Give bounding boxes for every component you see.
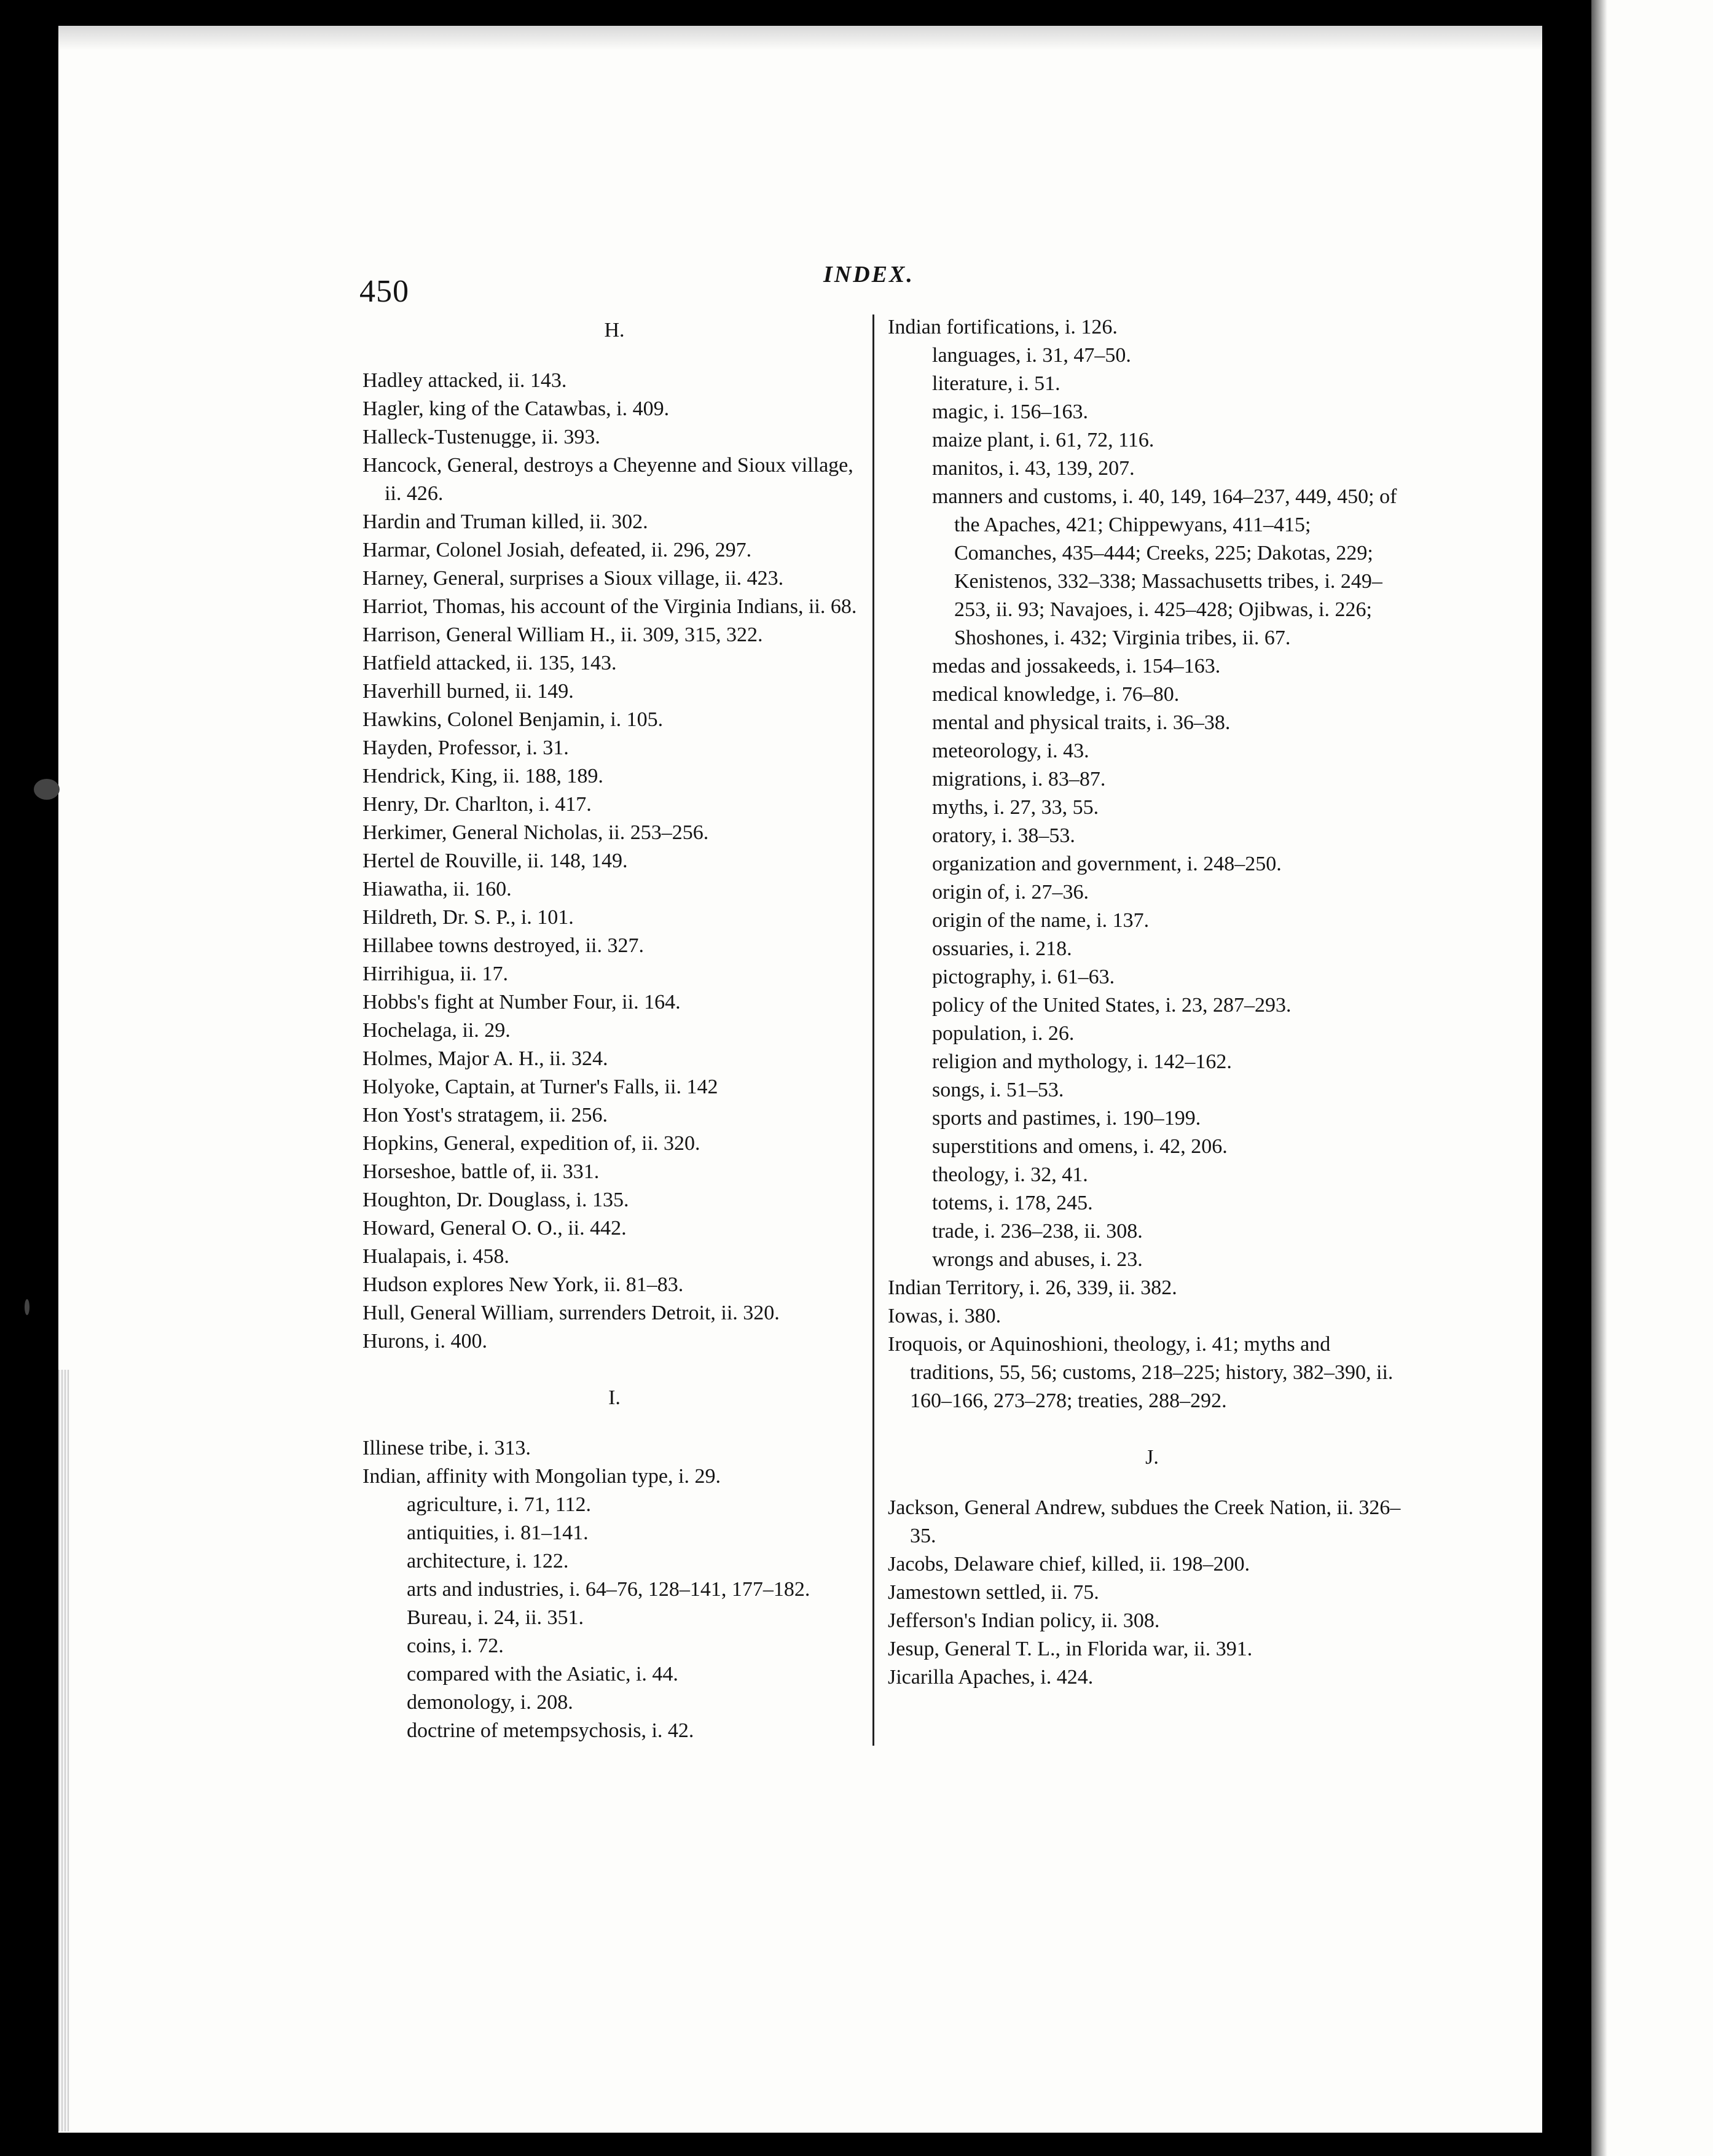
index-subentry: policy of the United States, i. 23, 287–293. xyxy=(932,994,1292,1017)
index-entry: Iowas, i. 380. xyxy=(888,1305,1002,1327)
index-entry: Indian fortifications, i. 126. xyxy=(888,316,1118,338)
index-entry: Harriot, Thomas, his account of the Virginia Indians, ii. 68. xyxy=(363,595,857,618)
index-entry: Jesup, General T. L., in Florida war, ii. 391. xyxy=(888,1638,1253,1660)
index-subentry: manitos, i. 43, 139, 207. xyxy=(932,457,1135,480)
facing-page-edge xyxy=(1591,0,1713,2156)
page-stack-edge xyxy=(58,1370,69,2131)
index-subentry: agriculture, i. 71, 112. xyxy=(407,1493,591,1516)
index-entry: Hiawatha, ii. 160. xyxy=(363,878,512,900)
index-entry: Hertel de Rouville, ii. 148, 149. xyxy=(363,850,628,872)
index-entry: Hualapais, i. 458. xyxy=(363,1245,509,1268)
section-spacer xyxy=(363,345,866,367)
index-subentry: maize plant, i. 61, 72, 116. xyxy=(932,429,1154,451)
section-spacer xyxy=(888,1472,1416,1494)
index-entry: Hobbs's fight at Number Four, ii. 164. xyxy=(363,991,681,1014)
index-entry: Jicarilla Apaches, i. 424. xyxy=(888,1666,1094,1689)
section-spacer xyxy=(363,1356,866,1384)
index-subentry: medical knowledge, i. 76–80. xyxy=(932,683,1180,706)
page-top-shadow xyxy=(58,26,1542,50)
index-entry: Hagler, king of the Catawbas, i. 409. xyxy=(363,397,670,420)
index-entry: Jackson, General Andrew, subdues the Creek Nation, ii. 326–35. xyxy=(888,1496,1401,1547)
index-entry: Holmes, Major A. H., ii. 324. xyxy=(363,1047,608,1070)
index-subentry: arts and industries, i. 64–76, 128–141, 177–182. xyxy=(407,1578,810,1601)
index-subentry: origin of the name, i. 137. xyxy=(932,909,1150,932)
index-subentry: compared with the Asiatic, i. 44. xyxy=(407,1663,678,1685)
index-subentry: manners and customs, i. 40, 149, 164–237, 449, 450; of the Apaches, 421; Chippewyans, 411–415; Comanches, 435–444; Creeks, 225; Dakotas, 229; Kenistenos, 332–338; Massachusetts tribes, i. 249–253, ii. 93; Navajoes, i. 425–428; Ojibwas, i. 226; Shoshones, i. 432; Virginia tribes, ii. 67. xyxy=(932,485,1397,649)
i-entries-continued xyxy=(888,1274,1416,1415)
index-entry: Hendrick, King, ii. 188, 189. xyxy=(363,765,603,787)
index-subentry: doctrine of metempsychosis, i. 42. xyxy=(407,1719,694,1742)
index-entry: Hawkins, Colonel Benjamin, i. 105. xyxy=(363,708,664,731)
section-spacer xyxy=(888,1415,1416,1443)
right-column xyxy=(888,313,1416,1692)
index-subentry: organization and government, i. 248–250. xyxy=(932,853,1282,875)
index-entry: Hopkins, General, expedition of, ii. 320. xyxy=(363,1132,700,1155)
index-entry: Halleck-Tustenugge, ii. 393. xyxy=(363,426,600,448)
index-entry: Herkimer, General Nicholas, ii. 253–256. xyxy=(363,821,709,844)
index-subentry: migrations, i. 83–87. xyxy=(932,768,1106,791)
index-entry: Hurons, i. 400. xyxy=(363,1330,488,1353)
index-subentry: oratory, i. 38–53. xyxy=(932,824,1075,847)
index-entry: Hadley attacked, ii. 143. xyxy=(363,369,567,392)
index-entry: Hon Yost's stratagem, ii. 256. xyxy=(363,1104,608,1127)
index-entry: Hancock, General, destroys a Cheyenne and Sioux village, ii. 426. xyxy=(363,454,853,505)
index-subentry: population, i. 26. xyxy=(932,1022,1075,1045)
index-subentry: mental and physical traits, i. 36–38. xyxy=(932,711,1231,734)
index-subentry: religion and mythology, i. 142–162. xyxy=(932,1050,1232,1073)
index-subentry: songs, i. 51–53. xyxy=(932,1079,1064,1101)
index-entry: Hillabee towns destroyed, ii. 327. xyxy=(363,934,644,957)
index-entry: Hildreth, Dr. S. P., i. 101. xyxy=(363,906,574,929)
section-heading-h: H. xyxy=(604,319,625,342)
index-subentry: demonology, i. 208. xyxy=(407,1691,573,1714)
index-subentry: architecture, i. 122. xyxy=(407,1550,569,1572)
section-heading-j: J. xyxy=(1145,1446,1159,1469)
indian-subentries-left xyxy=(363,1491,866,1745)
index-subentry: languages, i. 31, 47–50. xyxy=(932,344,1131,367)
index-subentry: origin of, i. 27–36. xyxy=(932,881,1089,904)
index-entry: Jacobs, Delaware chief, killed, ii. 198–200. xyxy=(888,1553,1250,1576)
index-entry: Indian Territory, i. 26, 339, ii. 382. xyxy=(888,1276,1177,1299)
index-subentry: theology, i. 32, 41. xyxy=(932,1163,1088,1186)
index-entry: Hardin and Truman killed, ii. 302. xyxy=(363,510,648,533)
index-entry: Howard, General O. O., ii. 442. xyxy=(363,1217,627,1240)
index-subentry: pictography, i. 61–63. xyxy=(932,966,1115,988)
j-entries-list xyxy=(888,1494,1416,1692)
index-entry: Hatfield attacked, ii. 135, 143. xyxy=(363,652,617,674)
index-entry: Hochelaga, ii. 29. xyxy=(363,1019,511,1042)
page-number: 450 xyxy=(359,274,409,309)
index-subentry: Bureau, i. 24, ii. 351. xyxy=(407,1606,584,1629)
index-entry: Iroquois, or Aquinoshioni, theology, i. 41; myths and traditions, 55, 56; customs, 218–225; history, 382–390, ii. 160–166, 273–278; treaties, 288–292. xyxy=(888,1333,1394,1412)
index-subentry: coins, i. 72. xyxy=(407,1635,504,1657)
index-subentry: sports and pastimes, i. 190–199. xyxy=(932,1107,1201,1130)
index-entry: Hull, General William, surrenders Detroit, ii. 320. xyxy=(363,1302,780,1324)
i-entries-list xyxy=(363,1434,866,1491)
index-subentry: totems, i. 178, 245. xyxy=(932,1192,1093,1214)
index-entry: Hayden, Professor, i. 31. xyxy=(363,736,569,759)
index-entry: Harmar, Colonel Josiah, defeated, ii. 296, 297. xyxy=(363,539,752,561)
indian-subentries-right xyxy=(888,342,1416,1274)
running-head: INDEX. xyxy=(823,262,914,287)
index-entry: Jamestown settled, ii. 75. xyxy=(888,1581,1099,1604)
index-subentry: magic, i. 156–163. xyxy=(932,400,1089,423)
index-entry: Horseshoe, battle of, ii. 331. xyxy=(363,1160,600,1183)
index-subentry: wrongs and abuses, i. 23. xyxy=(932,1248,1143,1271)
scan-speck xyxy=(34,779,60,800)
index-entry: Harrison, General William H., ii. 309, 315, 322. xyxy=(363,623,763,646)
index-entry: Houghton, Dr. Douglass, i. 135. xyxy=(363,1189,629,1211)
index-entry: Jefferson's Indian policy, ii. 308. xyxy=(888,1609,1160,1632)
column-rule xyxy=(872,314,874,1746)
index-subentry: meteorology, i. 43. xyxy=(932,740,1089,762)
index-subentry: ossuaries, i. 218. xyxy=(932,937,1072,960)
index-subentry: superstitions and omens, i. 42, 206. xyxy=(932,1135,1228,1158)
h-entries-list xyxy=(363,367,866,1356)
index-entry: Holyoke, Captain, at Turner's Falls, ii. 142 xyxy=(363,1076,718,1098)
section-spacer xyxy=(363,1412,866,1434)
index-entry: Illinese tribe, i. 313. xyxy=(363,1437,531,1459)
index-subentry: antiquities, i. 81–141. xyxy=(407,1521,589,1544)
section-heading-i: I. xyxy=(608,1386,621,1409)
index-entry: Hudson explores New York, ii. 81–83. xyxy=(363,1273,684,1296)
index-subentry: myths, i. 27, 33, 55. xyxy=(932,796,1099,819)
index-subentry: literature, i. 51. xyxy=(932,372,1060,395)
index-entry: Hirrihigua, ii. 17. xyxy=(363,963,509,985)
gutter-shadow xyxy=(1591,0,1607,2156)
left-column xyxy=(363,316,866,1745)
index-subentry: trade, i. 236–238, ii. 308. xyxy=(932,1220,1143,1243)
index-entry: Indian, affinity with Mongolian type, i. 29. xyxy=(363,1465,721,1488)
index-subentry: medas and jossakeeds, i. 154–163. xyxy=(932,655,1221,678)
index-entry: Henry, Dr. Charlton, i. 417. xyxy=(363,793,592,816)
index-entry: Haverhill burned, ii. 149. xyxy=(363,680,574,703)
scan-speck xyxy=(25,1299,29,1315)
index-entry: Harney, General, surprises a Sioux village, ii. 423. xyxy=(363,567,784,590)
